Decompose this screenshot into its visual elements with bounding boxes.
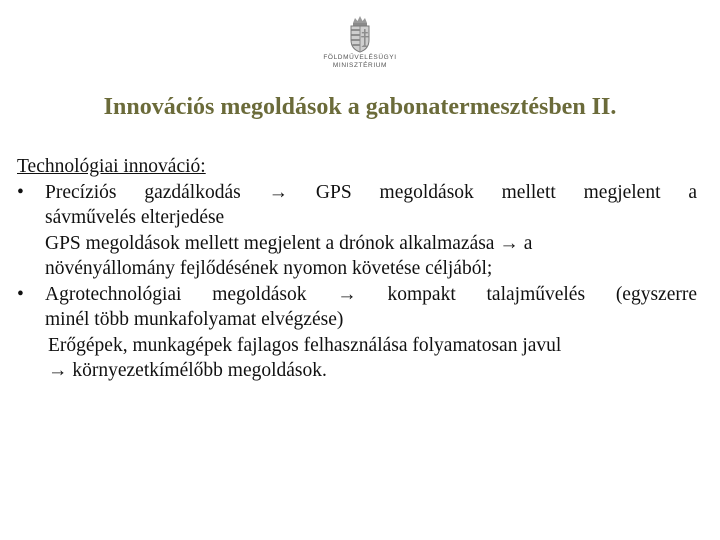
bullet-text: GPS megoldások mellett megjelent a — [315, 181, 698, 203]
bullet-marker: • — [17, 181, 24, 203]
right-arrow-icon: → — [499, 232, 519, 254]
bullet-text: környezetkímélőbb megoldások. — [72, 360, 327, 381]
bullet-marker: • — [17, 283, 24, 305]
bullet-item — [17, 180, 697, 282]
coat-of-arms-icon — [346, 14, 374, 54]
bullet-subline — [45, 358, 697, 384]
bullet-subline: Erőgépek, munkagépek fajlagos felhasználása folyamatosan javul — [48, 334, 562, 356]
bullet-text: Precíziós gazdálkodás — [45, 181, 241, 203]
bullet-text: Agrotechnológiai megoldások — [45, 283, 307, 305]
bullet-line: sávművelés elterjedése — [45, 207, 225, 228]
bullet-line — [45, 282, 697, 308]
section-heading: Technológiai innováció: — [17, 156, 206, 177]
bullet-item — [17, 282, 697, 384]
logo-text-line2: MINISZTÉRIUM — [332, 62, 388, 69]
bullet-subline — [45, 231, 697, 257]
slide-title: Innovációs megoldások a gabonatermesztésben II. — [103, 94, 617, 120]
slide-content — [17, 154, 697, 384]
right-arrow-icon: → — [268, 181, 289, 203]
bullet-subline: növényállomány fejlődésének nyomon követése céljából; — [45, 258, 493, 279]
logo-text-line1: FÖLDMŰVELÉSÜGYI — [323, 54, 397, 61]
bullet-text: GPS megoldások mellett megjelent a drónok alkalmazása — [45, 232, 495, 254]
right-arrow-icon: → — [48, 360, 68, 381]
bullet-line: minél több munkafolyamat elvégzése) — [45, 309, 344, 330]
bullet-text: kompakt talajművelés (egyszerre — [387, 283, 698, 305]
bullet-line — [45, 180, 697, 206]
bullet-text: a — [523, 232, 533, 254]
ministry-logo — [318, 14, 402, 84]
right-arrow-icon: → — [337, 283, 357, 305]
